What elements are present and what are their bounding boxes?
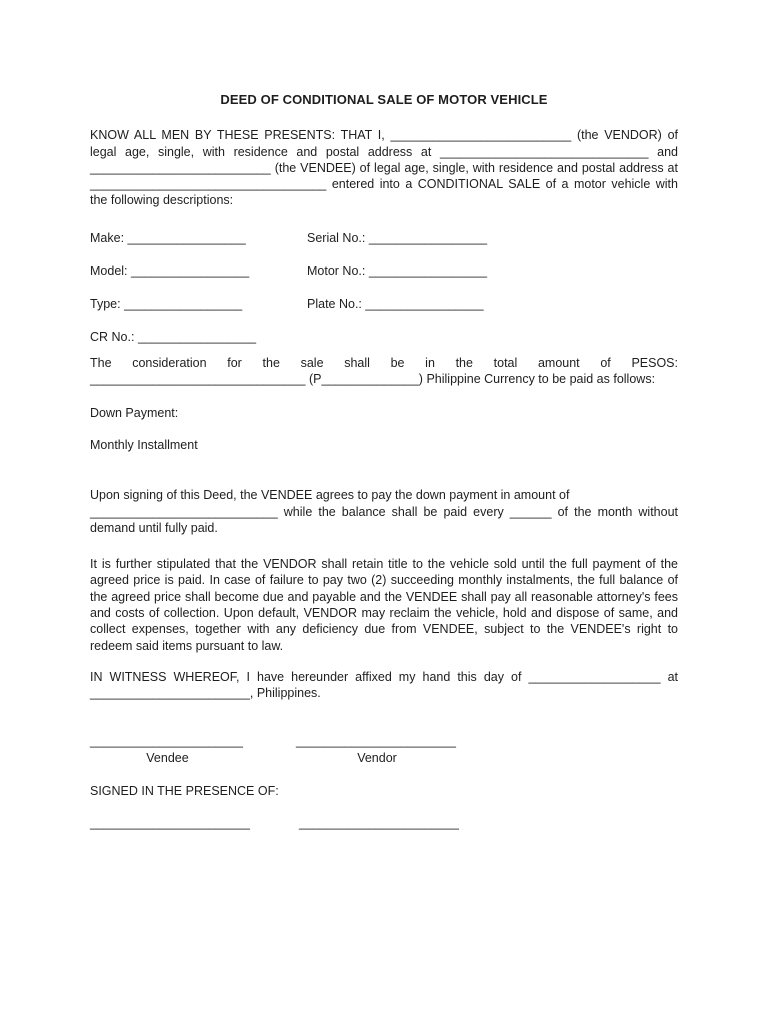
field-label-cr-no: CR No.: [90, 329, 135, 344]
field-label-type: Type: [90, 296, 121, 311]
field-row-cr [90, 329, 678, 345]
field-label-serial-no: Serial No.: [307, 230, 366, 245]
vendor-signature-line: _______________________ [296, 734, 456, 749]
field-blank-cr-no: _________________ [137, 329, 257, 344]
paragraph-signing-rest: ___________________________ while the balance shall be paid every ______ of the month without demand until fully paid. [90, 504, 678, 535]
field-blank-serial-no: _________________ [368, 230, 488, 245]
field-plate-no [307, 296, 678, 312]
field-motor-no [307, 263, 678, 279]
field-label-model: Model: [90, 263, 128, 278]
field-label-motor-no: Motor No.: [307, 263, 366, 278]
paragraph-stipulation: It is further stipulated that the VENDOR shall retain title to the vehicle sold until the full payment of the agreed price is paid. In case of failure to pay two (2) succeeding monthly instalments, the full balance of the agreed price shall become due and payable and the VENDEE shall pay all reasonable attorney's fees and costs of collection. Upon default, VENDOR may reclaim the vehicle, hold and dispose of same, and collect expenses, together with any deficiency due from VENDEE, subject to the VENDEE's right to redeem said items pursuant to law. [90, 557, 678, 653]
document-content [90, 92, 678, 832]
vendee-label: Vendee [146, 750, 189, 765]
field-blank-make: _________________ [127, 230, 246, 245]
field-label-make: Make: [90, 230, 125, 245]
signed-in-presence-heading: SIGNED IN THE PRESENCE OF: [90, 784, 279, 799]
field-cr-spacer [307, 329, 678, 345]
field-label-plate-no: Plate No.: [307, 296, 362, 311]
field-blank-type: _________________ [124, 296, 243, 311]
field-make [90, 230, 307, 246]
field-blank-motor-no: _________________ [368, 263, 488, 278]
vendee-signature-block [90, 733, 245, 766]
field-serial-no [307, 230, 678, 246]
signature-row [90, 733, 678, 766]
page-title: DEED OF CONDITIONAL SALE OF MOTOR VEHICLE [220, 92, 548, 107]
paragraph-signing [90, 487, 678, 536]
down-payment-heading: Down Payment: [90, 405, 179, 420]
paragraph-witness-clause: IN WITNESS WHEREOF, I have hereunder affixed my hand this day of ___________________ at _______________________, Philippines. [90, 669, 678, 701]
monthly-installment-heading: Monthly Installment [90, 437, 198, 452]
field-row-make-serial [90, 230, 678, 246]
vendee-signature-line: ______________________ [90, 734, 243, 749]
field-row-type-plate [90, 296, 678, 312]
paragraph-opening: KNOW ALL MEN BY THESE PRESENTS: THAT I, __________________________ (the VENDOR) of legal age, single, with residence and postal address at ______________________________ and __________________________ (the VENDEE) of legal age, single, with residence and postal address at __________________________________ entered into a CONDITIONAL SALE of a motor vehicle with the following descriptions: [90, 128, 678, 208]
field-cr-no [90, 329, 307, 345]
paragraph-consideration: The consideration for the sale shall be in the total amount of PESOS: _______________________________ (P______________) Philippine Currency to be paid as follows: [90, 356, 678, 387]
field-row-model-motor [90, 263, 678, 279]
field-blank-model: _________________ [131, 263, 250, 278]
witness-signature-row [90, 815, 678, 831]
field-blank-plate-no: _________________ [365, 296, 484, 311]
field-model [90, 263, 307, 279]
field-type [90, 296, 307, 312]
paragraph-signing-line1: Upon signing of this Deed, the VENDEE agrees to pay the down payment in amount of [90, 488, 570, 503]
vendor-label: Vendor [357, 750, 397, 765]
witness-signature-line-left: _______________________ [90, 816, 250, 831]
vendor-signature-block [296, 733, 458, 766]
witness-signature-line-right: _______________________ [299, 816, 459, 831]
